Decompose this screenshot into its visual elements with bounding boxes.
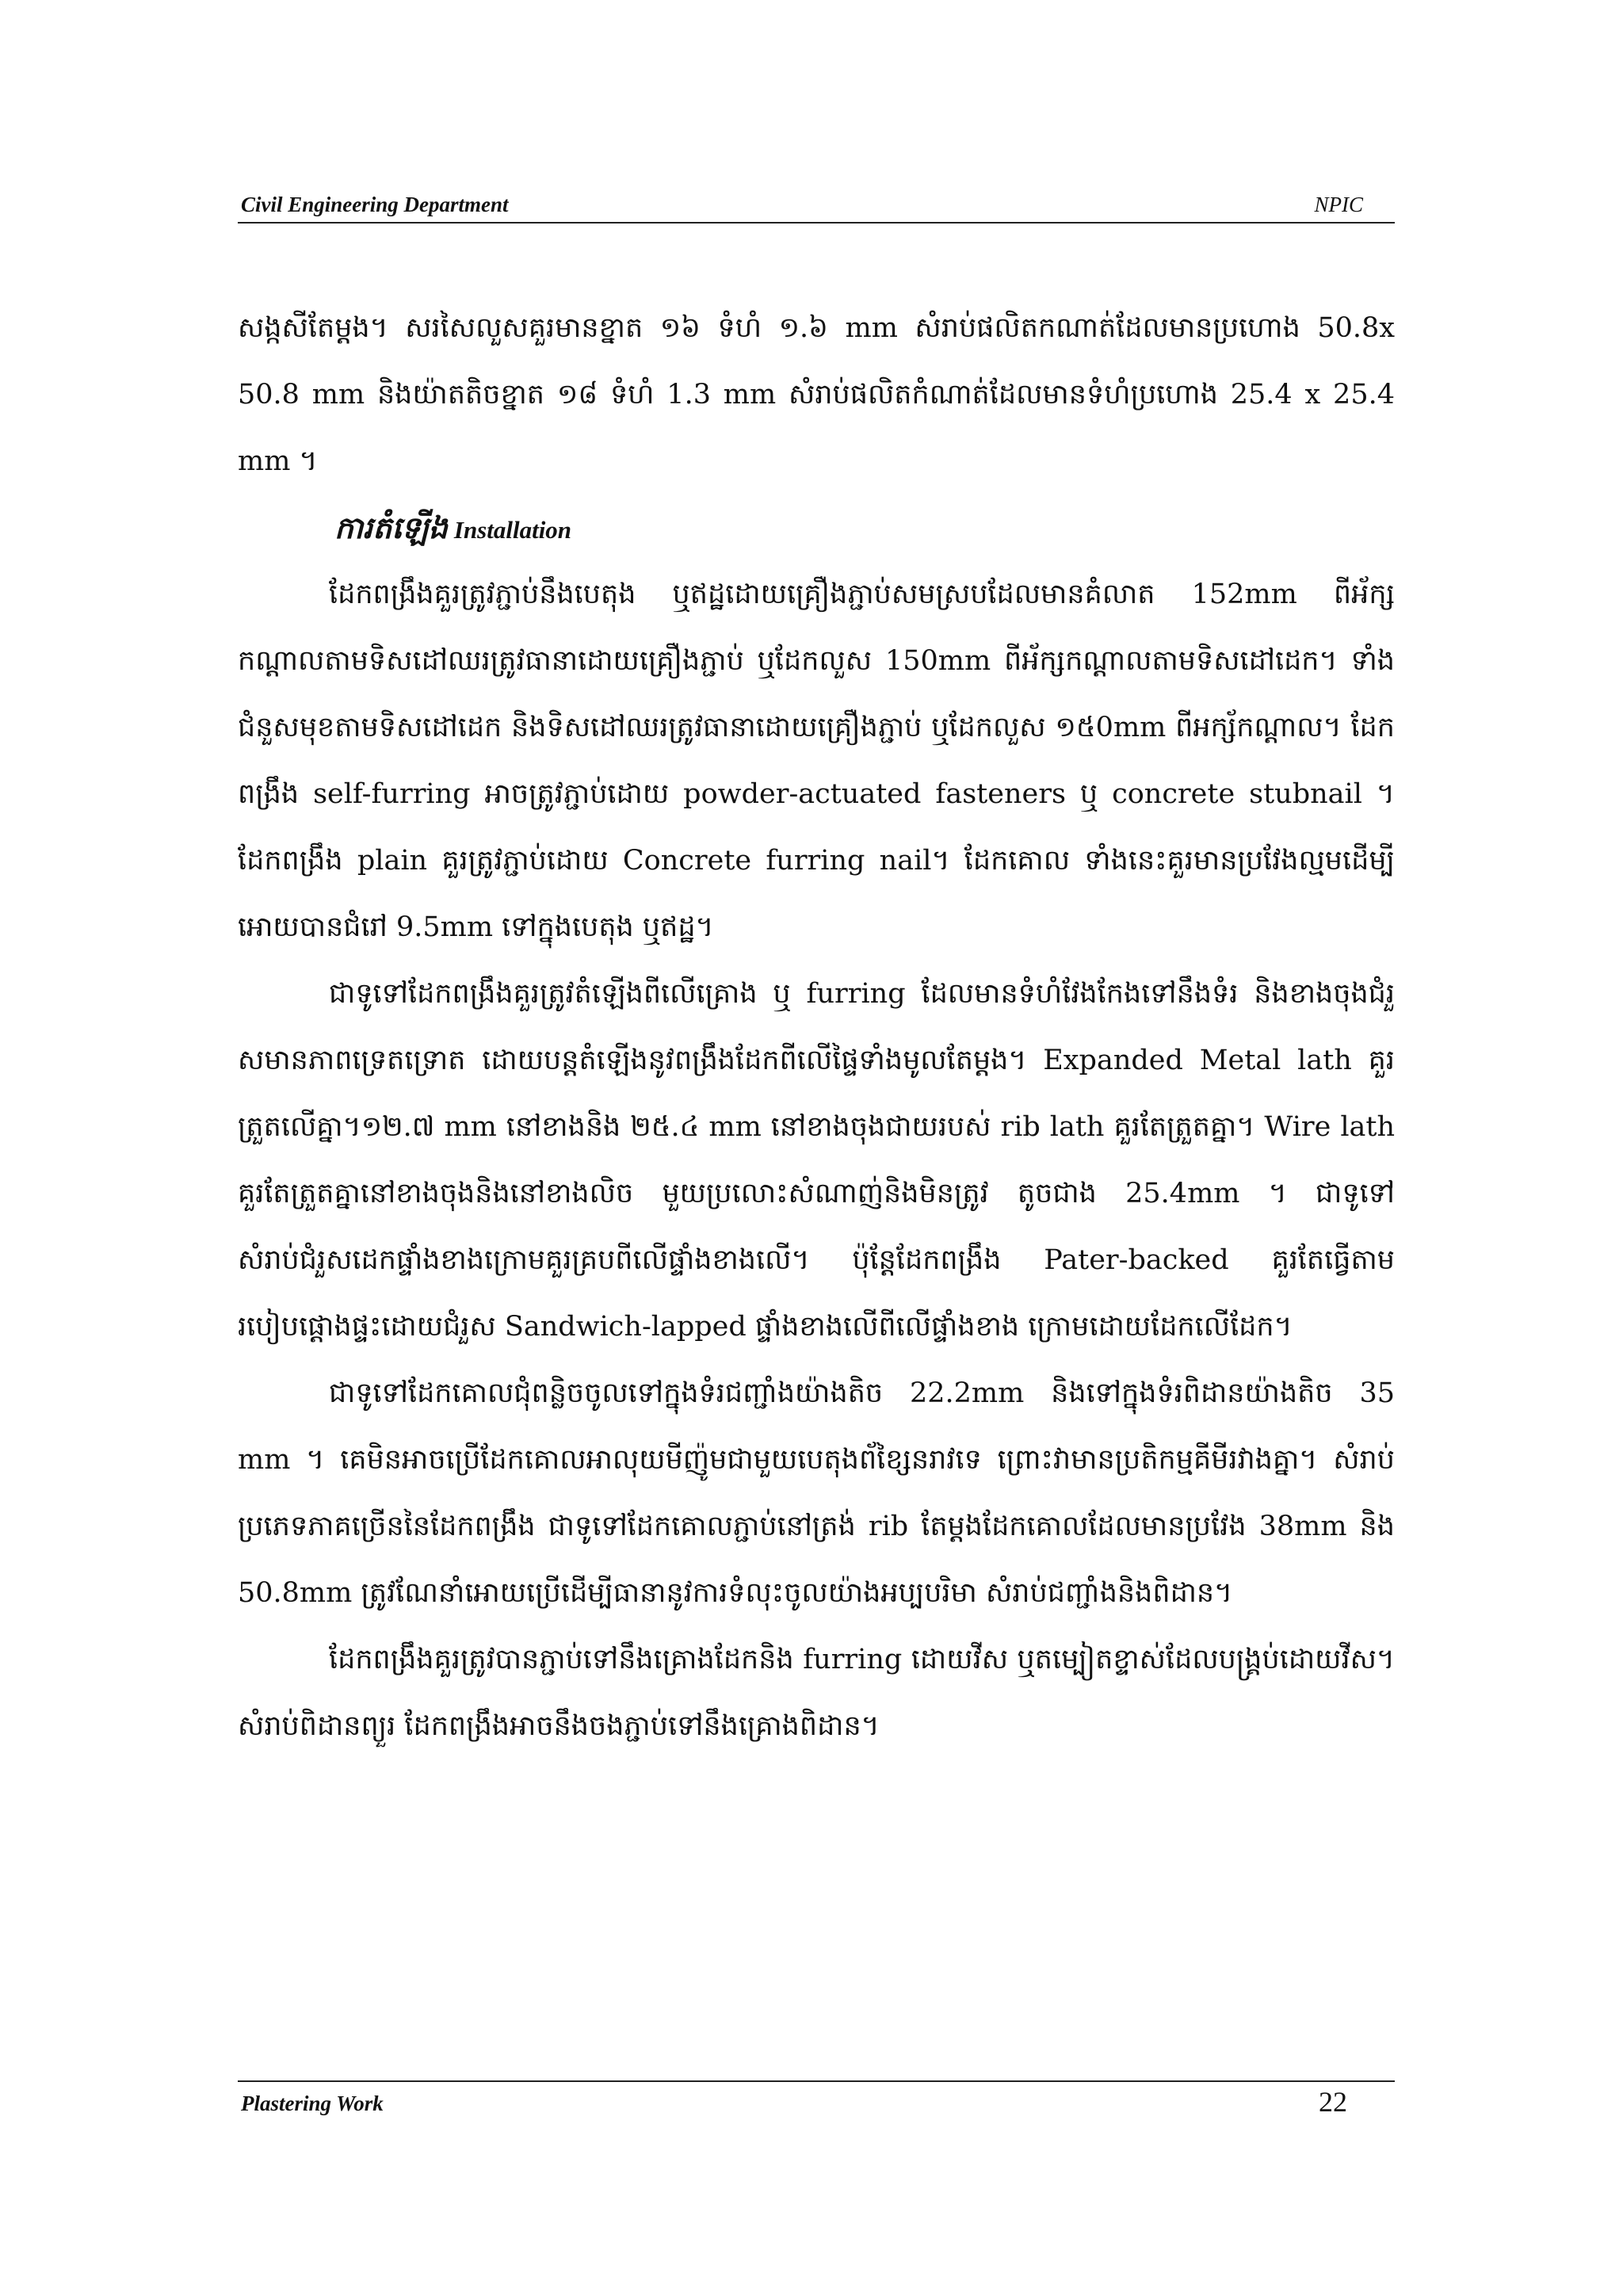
paragraph-4: ជាទូទៅដែកគោលជុំពន្លិចចូលទៅក្នុងទំរជញ្ជាំងយ៉ាងតិច 22.2mm និងទៅក្នុងទំរពិដានយ៉ាងតិច 35 mm ។ គេមិនអាចប្រើដែកគោលអាលុយមីញ៉ូមជាមួយបេតុងព័ខ្សៃនរាវទេ ព្រោះវាមានប្រតិកម្មគីមីរវាងគ្នា។ សំរាប់ប្រភេទភាគច្រើននៃដែកពង្រឹង ជាទូទៅដែកគោលភ្ជាប់នៅត្រង់ rib តែម្តងដែកគោលដែលមានប្រវែង 38mm និង 50.8mm ត្រូវណែនាំអោយប្រើដើម្បីធានានូវការទំលុះចូលយ៉ាងអប្បបរិមា សំរាប់ជញ្ជាំងនិងពិដាន។	[238, 1377, 1395, 1609]
section-heading-khmer: ការតំឡើង	[334, 510, 448, 545]
paragraph-5: ដែកពង្រឹងគួរត្រូវបានភ្ជាប់ទៅនឹងគ្រោងដែកនិង furring ដោយវីស ឬតម្បៀតខ្ទាស់ដែលបង្គ្រប់ដោយវីស។ សំរាប់ពិដានព្យួរ ដែកពង្រឹងអាចនឹងចងភ្ជាប់ទៅនឹងគ្រោងពិដាន។	[238, 1644, 1395, 1742]
section-heading	[238, 495, 1395, 561]
paragraph-3: ជាទូទៅដែកពង្រឹងគួរត្រូវតំឡើងពីលើគ្រោង ឬ furring ដែលមានទំហំវែងកែងទៅនឹងទំរ និងខាងចុងជំរួសមានភាពទ្រេតទ្រោត ដោយបន្តតំឡើងនូវពង្រឹងដែកពីលើផ្ទៃទាំងមូលតែម្តង។ Expanded Metal lath គួរត្រួតលើគ្នា។១២.៧ mm នៅខាងនិង ២៥.៤ mm នៅខាងចុងជាយរបស់ rib lath គួរតែត្រួតគ្នា។ Wire lath គួរតែត្រួតគ្នានៅខាងចុងនិងនៅខាងលិច មួយប្រលោះសំណាញ់និងមិនត្រូវ តូចជាង 25.4mm ។ ជាទូទៅសំរាប់ជំរួសដេកផ្ទាំងខាងក្រោមគួរគ្របពីលើផ្ទាំងខាងលើ។ ប៉ុន្តែដែកពង្រឹង Pater-backed គួរតែធ្វើតាមរបៀបផ្តោងផ្ទះដោយជំរួស Sandwich-lapped ផ្ទាំងខាងលើពីលើផ្ទាំងខាង ក្រោមដោយដែកលើដែក។	[238, 978, 1395, 1343]
section-heading-english: Installation	[453, 516, 572, 544]
paragraph-1: សង្កសីតែម្តង។ សរសៃលួសគួរមានខ្នាត ១៦ ទំហំ ១.៦ mm សំរាប់ផលិតកណាត់ដែលមានប្រហោង 50.8x 50.8 mm និងយ៉ាតតិចខ្នាត ១៨ ទំហំ 1.3 mm សំរាប់ផលិតកំណាត់ដែលមានទំហំប្រហោង 25.4 x 25.4 mm ។	[238, 312, 1395, 477]
page-header	[238, 190, 1395, 223]
header-department: Civil Engineering Department	[241, 193, 509, 216]
header-institution: NPIC	[1314, 193, 1363, 216]
footer-chapter-title: Plastering Work	[241, 2092, 384, 2115]
page-footer	[238, 2080, 1395, 2137]
page-body	[238, 295, 1395, 1759]
page-number: 22	[1319, 2086, 1347, 2118]
paragraph-2: ដែកពង្រឹងគួរត្រូវភ្ជាប់នឹងបេតុង ឬឥដ្ឋដោយគ្រឿងភ្ជាប់សមស្របដែលមានគំលាត 152mm ពីអ័ក្សកណ្តាលតាមទិសដៅឈរត្រូវធានាដោយគ្រឿងភ្ជាប់ ឬដែកលួស 150mm ពីអ័ក្សកណ្តាលតាមទិសដៅដេក។ ទាំងជំនួសមុខតាមទិសដៅដេក និងទិសដៅឈរត្រូវធានាដោយគ្រឿងភ្ជាប់ ឬដែកលួស ១៥0mm ពីអក្ស័កណ្តាល។ ដែកពង្រឹង self-furring អាចត្រូវភ្ជាប់ដោយ powder-actuated fasteners ឬ concrete stubnail ។ ដែកពង្រឹង plain គួរត្រូវភ្ជាប់ដោយ Concrete furring nail។ ដែកគោល ទាំងនេះគួរមានប្រវែងល្មមដើម្បីអោយបានជំរៅ 9.5mm ទៅក្នុងបេតុង ឬឥដ្ឋ។	[238, 579, 1395, 943]
